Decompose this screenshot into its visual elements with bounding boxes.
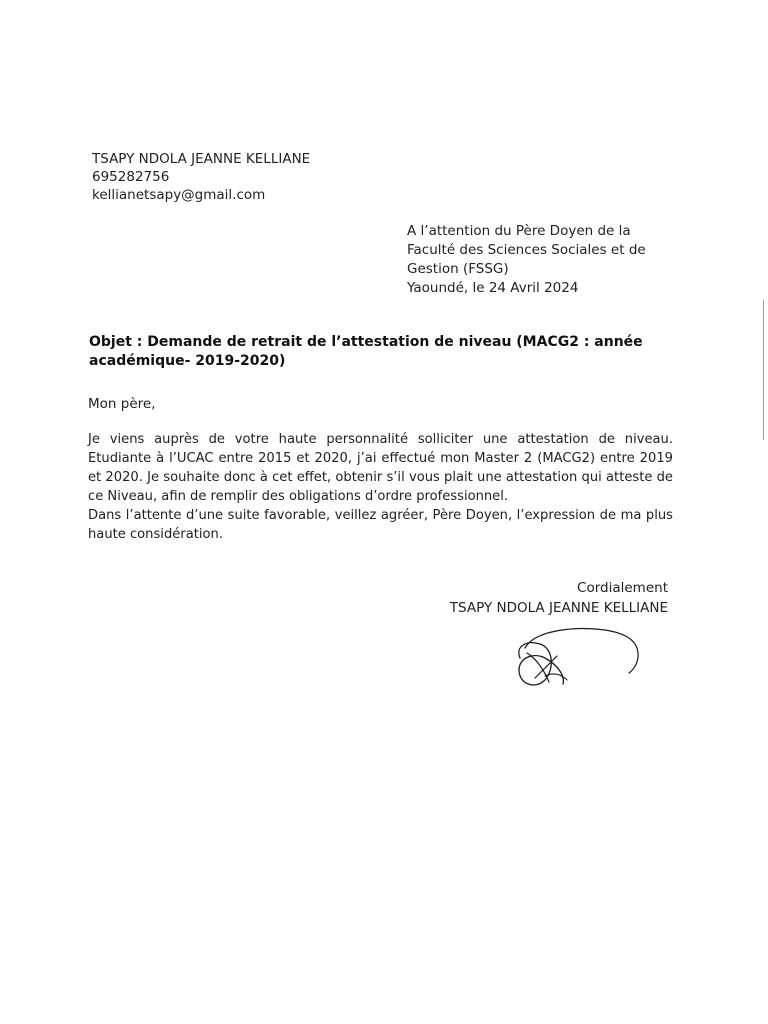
signature-outer-loop	[525, 629, 638, 673]
recipient-line-3: Gestion (FSSG)	[407, 261, 509, 277]
recipient-block	[407, 222, 646, 298]
salutation: Mon père,	[88, 396, 156, 412]
sender-phone: 695282756	[92, 169, 170, 185]
letter-body	[88, 430, 673, 544]
place-date: Yaoundé, le 24 Avril 2024	[407, 280, 579, 296]
sender-block	[92, 150, 310, 204]
closing-name: TSAPY NDOLA JEANNE KELLIANE	[449, 600, 668, 616]
closing-block	[450, 578, 668, 618]
handwritten-signature	[505, 618, 655, 698]
closing-word: Cordialement	[577, 580, 668, 596]
body-paragraph-1: Je viens auprès de votre haute personnalité solliciter une attestation de niveau. Etudiante à l’UCAC entre 2015 et 2020, j’ai effectué mon Master 2 (MACG2) entre 2019 et 2020. Je souhaite donc à cet effet, obtenir s’il vous plait une attestation qui atteste de ce Niveau, afin de remplir des obligations d’ordre professionnel.	[88, 432, 673, 504]
subject-line: Objet : Demande de retrait de l’attestation de niveau (MACG2 : année académique- 2019-2020)	[89, 334, 643, 369]
sender-name: TSAPY NDOLA JEANNE KELLIANE	[92, 151, 311, 167]
recipient-line-2: Faculté des Sciences Sociales et de	[407, 242, 646, 258]
recipient-line-1: A l’attention du Père Doyen de la	[407, 223, 631, 239]
body-paragraph-2: Dans l’attente d’une suite favorable, veillez agréer, Père Doyen, l’expression de ma plus haute considération.	[88, 508, 673, 542]
scan-edge-line	[763, 300, 764, 440]
sender-email: kellianetsapy@gmail.com	[92, 187, 266, 203]
signature-main-stroke	[519, 643, 564, 685]
